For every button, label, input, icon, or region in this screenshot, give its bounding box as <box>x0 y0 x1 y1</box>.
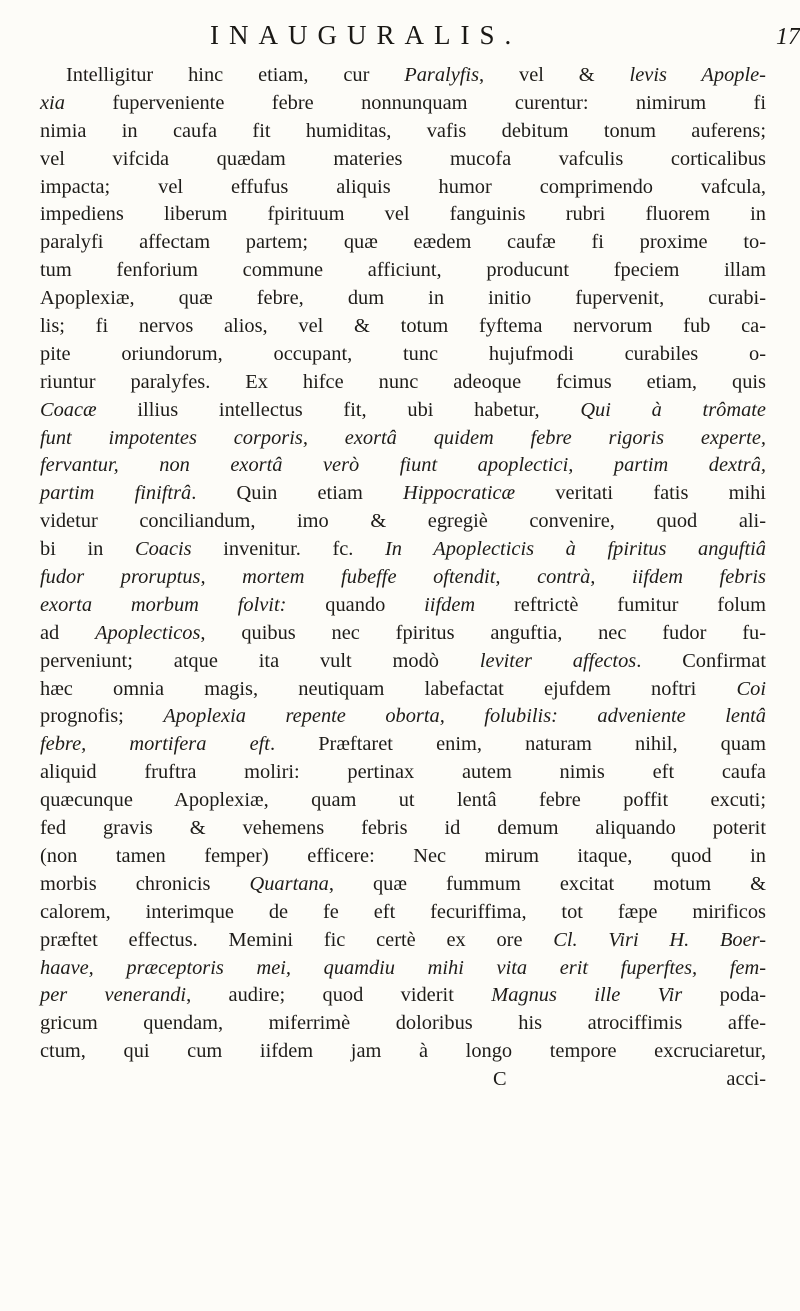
italic-text-segment: iifdem <box>424 593 476 616</box>
page-footer <box>40 1066 766 1094</box>
text-line <box>40 452 766 480</box>
text-segment: videtur conciliandum, imo & egregiè convenire, quod ali- <box>40 510 766 533</box>
text-line <box>40 676 766 704</box>
text-segment: paralyfi affectam partem; quæ eædem caufæ fi proxime to- <box>40 231 766 254</box>
text-line <box>40 899 766 927</box>
text-segment: prognofis; <box>40 705 164 728</box>
text-segment: præftet effectus. Memini fic certè ex ore <box>40 928 554 951</box>
text-line <box>40 1038 766 1066</box>
text-line <box>40 759 766 787</box>
text-line <box>40 285 766 313</box>
text-line <box>40 648 766 676</box>
text-segment: poda- <box>682 984 766 1007</box>
italic-text-segment: Coi <box>736 677 766 700</box>
text-segment: ad <box>40 621 96 644</box>
text-segment: nimia in caufa fit humiditas, vafis debitum tonum auferens; <box>40 119 766 142</box>
text-segment: invenitur. fc. <box>191 538 386 561</box>
text-segment: reftrictè fumitur folum <box>475 593 766 616</box>
text-line <box>40 90 766 118</box>
signature-mark: C <box>493 1068 507 1091</box>
text-line <box>40 508 766 536</box>
text-segment: veritati fatis mihi <box>515 482 766 505</box>
italic-text-segment: xia <box>40 91 65 114</box>
italic-text-segment: levis Apople- <box>629 64 766 86</box>
text-line <box>40 703 766 731</box>
page-number: 17 <box>776 24 800 50</box>
text-segment: fed gravis & vehemens febris id demum aliquando poterit <box>40 817 766 840</box>
text-segment: , quæ fummum excitat motum & <box>328 872 766 895</box>
italic-text-segment: Apoplexia repente oborta, folubilis: adveniente lentâ <box>163 705 766 728</box>
italic-text-segment: exorta morbum folvit: <box>40 593 287 616</box>
italic-text-segment: per venerandi <box>40 984 187 1007</box>
text-line <box>40 927 766 955</box>
text-line <box>40 564 766 592</box>
italic-text-segment: Cl. Viri H. Boer- <box>553 928 766 951</box>
catchword: acci- <box>726 1068 766 1091</box>
text-line <box>40 620 766 648</box>
text-segment: vel vifcida quædam materies mucofa vafculis corticalibus <box>40 147 766 170</box>
text-line <box>40 1010 766 1038</box>
text-line <box>40 62 766 90</box>
italic-text-segment: partim finiftrâ <box>40 482 192 505</box>
running-head <box>0 10 800 60</box>
text-line <box>40 341 766 369</box>
italic-text-segment: febre, mortifera eft <box>40 733 270 756</box>
text-segment: gricum quendam, miferrimè doloribus his atrociffimis affe- <box>40 1012 766 1035</box>
text-line <box>40 592 766 620</box>
italic-text-segment: leviter affectos <box>479 649 637 672</box>
text-line <box>40 731 766 759</box>
text-line <box>40 313 766 341</box>
italic-text-segment: Qui à trômate <box>580 398 766 421</box>
text-line <box>40 843 766 871</box>
text-segment: , quibus nec fpiritus anguftia, nec fudor fu- <box>200 621 766 644</box>
text-segment: tum fenforium commune afficiunt, producunt fpeciem illam <box>40 259 766 282</box>
text-segment: quando <box>286 593 425 616</box>
italic-text-segment: Apoplecticos <box>95 621 201 644</box>
text-segment: quæcunque Apoplexiæ, quam ut lentâ febre poffit excuti; <box>40 789 766 812</box>
text-segment: impediens liberum fpirituum vel fanguinis rubri fluorem in <box>40 203 766 226</box>
text-line <box>40 201 766 229</box>
text-line <box>40 257 766 285</box>
text-segment: Apoplexiæ, quæ febre, dum in initio fupervenit, curabi- <box>40 287 766 310</box>
italic-text-segment: Coacæ <box>40 398 97 421</box>
italic-text-segment: funt impotentes corporis, exortâ quidem febre rigoris experte, <box>40 426 766 449</box>
text-segment: perveniunt; atque ita vult modò <box>40 649 480 672</box>
text-line <box>40 955 766 983</box>
text-line <box>40 425 766 453</box>
text-line <box>40 982 766 1010</box>
text-line <box>40 871 766 899</box>
text-segment: , vel & <box>479 64 630 86</box>
text-line <box>40 480 766 508</box>
text-segment: Intelligitur hinc etiam, cur <box>66 64 405 86</box>
italic-text-segment: Magnus ille Vir <box>491 984 683 1007</box>
italic-text-segment: Coacis <box>134 538 192 561</box>
text-segment: ctum, qui cum iifdem jam à longo tempore excruciaretur, <box>40 1040 766 1063</box>
body-text <box>40 62 766 1094</box>
italic-text-segment: Quartana <box>249 872 329 895</box>
text-segment: impacta; vel effufus aliquis humor comprimendo vafcula, <box>40 175 766 198</box>
italic-text-segment: Paralyfis <box>404 64 480 86</box>
text-segment: morbis chronicis <box>40 872 250 895</box>
text-line <box>40 369 766 397</box>
text-line <box>40 397 766 425</box>
text-line <box>40 229 766 257</box>
text-segment: illius intellectus fit, ubi habetur, <box>96 398 581 421</box>
text-line <box>40 118 766 146</box>
text-segment: fuperveniente febre nonnunquam curentur: nimirum fi <box>64 91 766 114</box>
text-segment: (non tamen femper) efficere: Nec mirum itaque, quod in <box>40 844 766 867</box>
text-line <box>40 174 766 202</box>
text-segment: calorem, interimque de fe eft fecuriffima, tot fæpe mirificos <box>40 900 766 923</box>
text-line <box>40 536 766 564</box>
text-segment: . Præftaret enim, naturam nihil, quam <box>269 733 766 756</box>
running-title: INAUGURALIS. <box>210 20 522 50</box>
text-segment: aliquid fruftra moliri: pertinax autem nimis eft caufa <box>40 761 766 784</box>
text-segment: bi in <box>40 538 135 561</box>
italic-text-segment: fudor proruptus, mortem fubeffe oftendit, contrà, iifdem febris <box>40 566 766 589</box>
text-segment: . Confirmat <box>636 649 767 672</box>
text-line <box>40 815 766 843</box>
italic-text-segment: fervantur, non exortâ verò fiunt apoplectici, partim dextrâ, <box>40 454 766 477</box>
italic-text-segment: In Apoplecticis à fpiritus anguftiâ <box>385 538 766 561</box>
text-segment: pite oriundorum, occupant, tunc hujufmodi curabiles o- <box>40 342 766 365</box>
italic-text-segment: Hippocraticæ <box>403 482 516 505</box>
text-segment: riuntur paralyfes. Ex hifce nunc adeoque fcimus etiam, quis <box>40 370 766 393</box>
text-line <box>40 146 766 174</box>
text-segment: , audire; quod viderit <box>186 984 492 1007</box>
italic-text-segment: haave, præceptoris mei, quamdiu mihi vita erit fuperftes, fem- <box>40 956 766 979</box>
text-line <box>40 787 766 815</box>
text-segment: hæc omnia magis, neutiquam labefactat ejufdem noftri <box>40 677 737 700</box>
text-segment: lis; fi nervos alios, vel & totum fyftema nervorum fub ca- <box>40 315 766 338</box>
text-segment: . Quin etiam <box>191 482 403 505</box>
